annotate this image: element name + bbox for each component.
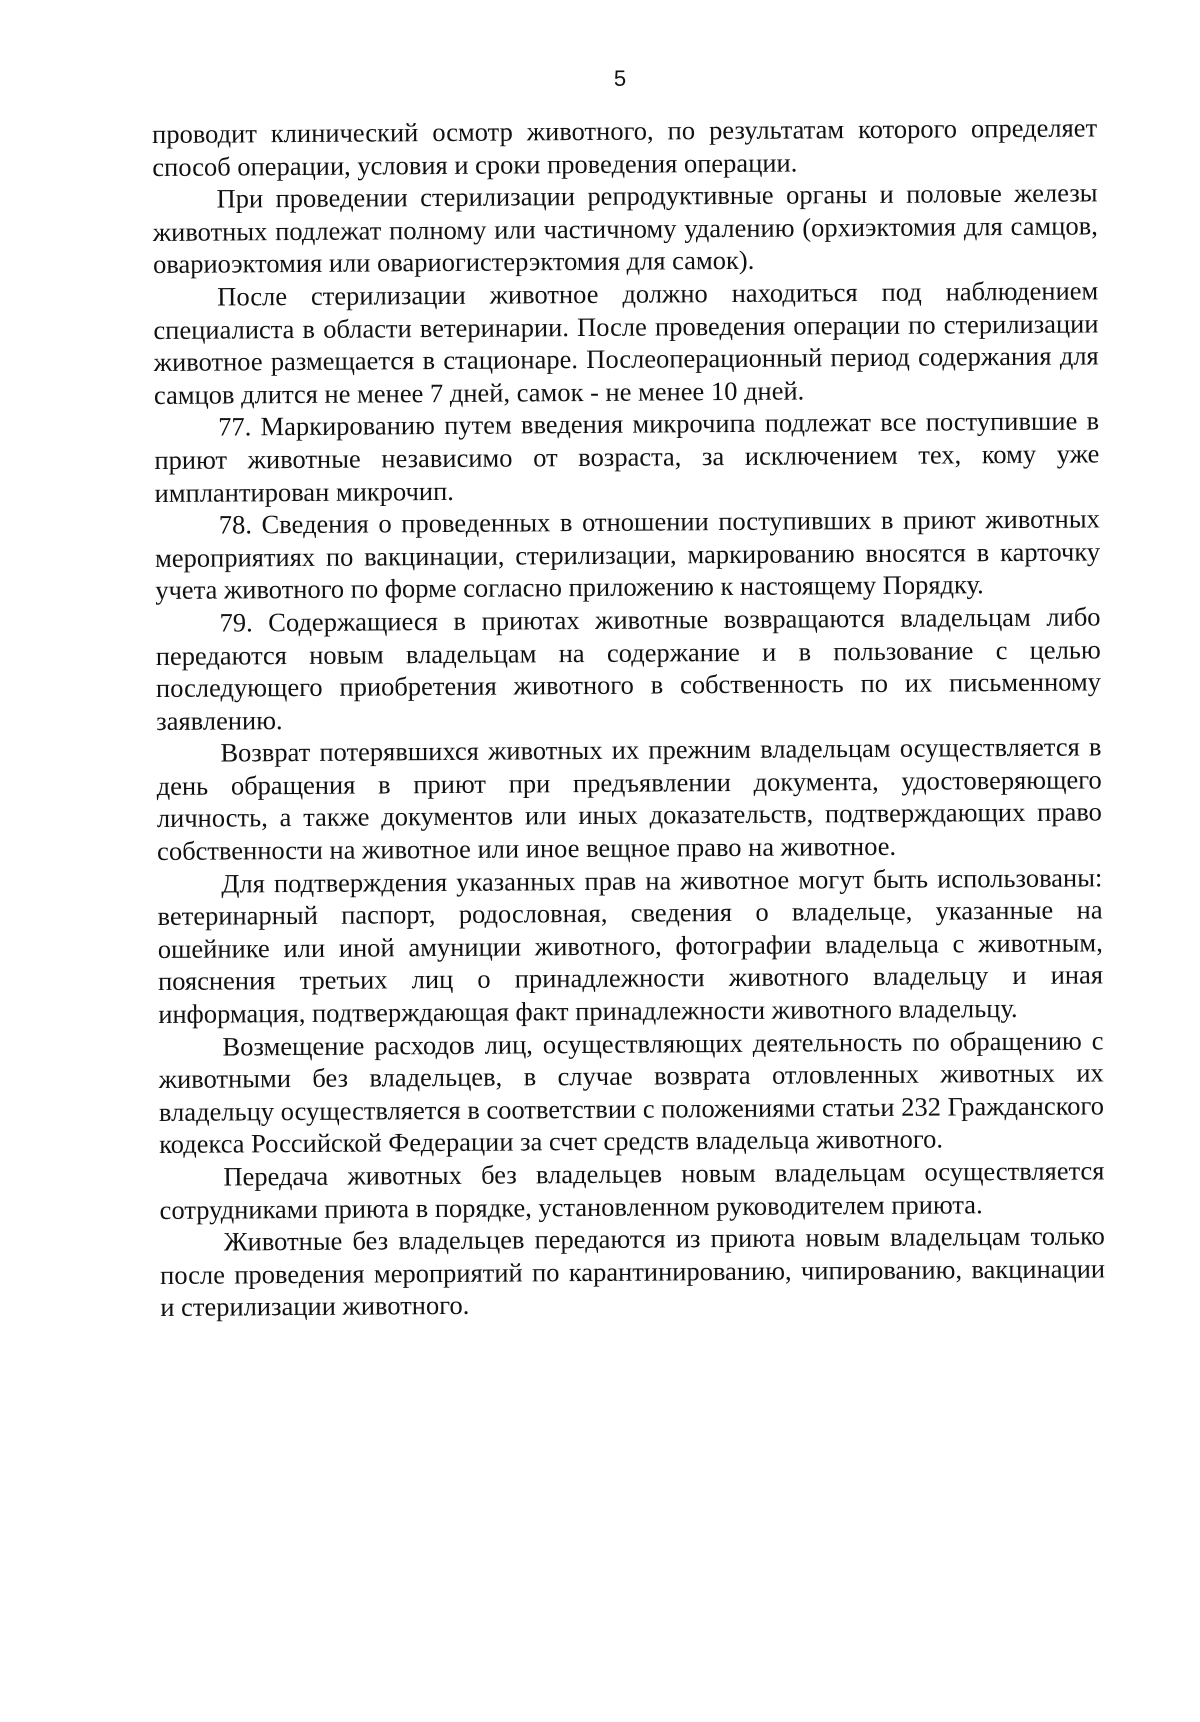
- paragraph-postoperative-period: После стерилизации животное должно находиться под наблюдением специалиста в области ветеринарии. После проведения операции по стерилизации животное размещается в стационаре. Послеоперационный период содержания для самцов длится не менее 7 дней, самок - не менее 10 дней.: [153, 275, 1099, 410]
- paragraph-77-microchipping: 77. Маркированию путем введения микрочипа подлежат все поступившие в приют животные независимо от возраста, за исключением тех, кому уже имплантирован микрочип.: [154, 405, 1100, 508]
- page-number: 5: [613, 66, 627, 91]
- paragraph-transfer-new-owners: Передача животных без владельцев новым владельцам осуществляется сотрудниками приюта в порядке, установленном руководителем приюта.: [159, 1155, 1105, 1225]
- paragraph-proof-documents: Для подтверждения указанных прав на животное могут быть использованы: ветеринарный паспорт, родословная, сведения о владельце, указанные на ошейнике или иной амуниции животного, фотографии владельца с животным, пояснения третьих лиц о принадлежности животного владельцу и иная информация, подтверждающая факт принадлежности животного владельцу.: [157, 862, 1104, 1030]
- paragraph-sterilization-organs: При проведении стерилизации репродуктивные органы и половые железы животных подлежат полному или частичному удалению (орхиэктомия для самцов, овариоэктомия или овариогистерэктомия для самок).: [152, 177, 1098, 280]
- paragraph-return-lost-animals: Возврат потерявшихся животных их прежним владельцам осуществляется в день обращения в приют при предъявлении документа, удостоверяющего личность, а также документов или иных доказательств, подтверждающих право собственности на животное или иное вещное право на животное.: [156, 731, 1102, 867]
- paragraph-transfer-conditions: Животные без владельцев передаются из приюта новым владельцам только после проведения мероприятий по карантинированию, чипированию, вакцинации и стерилизации животного.: [159, 1220, 1106, 1323]
- paragraph-continuation: проводит клинический осмотр животного, по результатам которого определяет способ операции, условия и сроки проведения операции.: [152, 112, 1098, 182]
- document-body: [152, 111, 1105, 1324]
- paragraph-expense-reimbursement: Возмещение расходов лиц, осуществляющих деятельность по обращению с животными без владельцев, в случае возврата отловленных животных их владельцу осуществляется в соответствии с положениями статьи 232 Гражданского кодекса Российской Федерации за счет средств владельца животного.: [158, 1025, 1105, 1160]
- paragraph-78-records: 78. Сведения о проведенных в отношении поступивших в приют животных мероприятиях по вакцинации, стерилизации, маркированию вносятся в карточку учета животного по форме согласно приложению к настоящему Порядку.: [154, 503, 1101, 606]
- paragraph-79-return-transfer: 79. Содержащиеся в приютах животные возвращаются владельцам либо передаются новым владельцам на содержание и в пользование с целью последующего приобретения животного в собственность по их письменному заявлению.: [155, 601, 1102, 736]
